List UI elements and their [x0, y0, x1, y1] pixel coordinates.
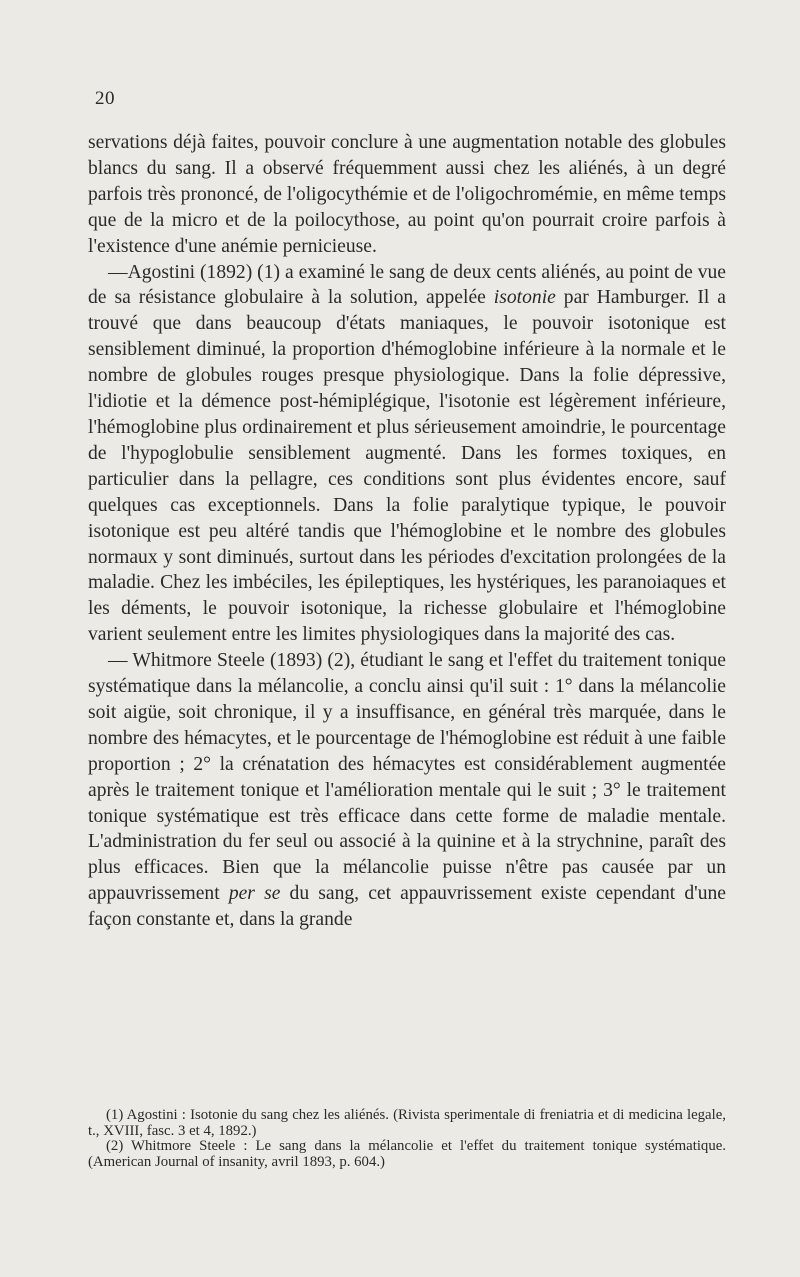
footnote-1: (1) Agostini : Isotonie du sang chez les aliénés. (Rivista sperimentale di freniatria et di medicina legale, t., XVIII, fasc. 3 et 4, 1892.): [88, 1107, 726, 1139]
footnotes: [88, 1108, 726, 1170]
paragraph-steele-part-1: — Whitmore Steele (1893) (2), étudiant le sang et l'effet du traitement tonique systématique dans la mélancolie, a conclu ainsi qu'il suit : 1° dans la mélancolie soit aigüe, soit chronique, il y a insuffisance, en général très marquée, dans le nombre des hémacytes, et le pourcentage de l'hémoglobine est réduit à une faible proportion ; 2° la crénatation des hémacytes est considérablement augmentée après le traitement tonique et l'amélioration mentale qui le suit ; 3° le traitement tonique systématique est très efficace dans cette forme de maladie mentale. L'administration du fer seul ou associé à la quinine et à la strychnine, paraît des plus efficaces. Bien que la mélancolie puisse n'être pas causée par un appauvrissement: [88, 650, 726, 905]
paragraph-continuation: servations déjà faites, pouvoir conclure à une augmentation notable des globules blancs du sang. Il a observé fréquemment aussi chez les aliénés, à un degré parfois très prononcé, de l'oligocythémie et de l'oligochromémie, en même temps que de la micro et de la poilocythose, au point qu'on pourrait croire parfois à l'existence d'une anémie pernicieuse.: [88, 132, 726, 257]
paragraph-agostini-part-2: par Hamburger. Il a trouvé que dans beaucoup d'états maniaques, le pouvoir isotonique est sensiblement diminué, la proportion d'hémoglobine inférieure à la normale et le nombre de globules rouges presque physiologique. Dans la folie dépressive, l'idiotie et la démence post-hémiplégique, l'isotonie est légèrement inférieure, l'hémoglobine plus ordinairement et plus sérieusement amoindrie, le pourcentage de l'hypoglobulie sensiblement augmenté. Dans les formes toxiques, en particulier dans la pellagre, ces conditions sont plus évidentes encore, sauf quelques cas exceptionnels. Dans la folie paralytique typique, le pouvoir isotonique est peu altéré tandis que l'hémoglobine et le nombre des globules normaux y sont diminués, surtout dans les périodes d'excitation prolongées de la maladie. Chez les imbéciles, les épileptiques, les hystériques, les paranoiaques et les déments, le pouvoir isotonique, la richesse globulaire et l'hémoglobine varient seulement entre les limites physiologiques dans la majorité des cas.: [88, 287, 727, 646]
term-isotonie: isotonie: [493, 287, 556, 309]
page-number: 20: [95, 88, 115, 109]
paragraph-whitmore-steele: [88, 648, 726, 933]
paragraph-agostini-part-1: —Agostini (1892) (1) a examiné le sang de deux cents aliénés, au point de vue de sa résistance globulaire à la solution, appelée: [88, 261, 726, 309]
footnote-2: (2) Whitmore Steele : Le sang dans la mélancolie et l'effet du traitement tonique systématique. (American Journal of insanity, avril 1893, p. 604.): [88, 1138, 726, 1170]
paragraph-agostini: [88, 260, 726, 649]
term-per-se: per se: [228, 883, 281, 905]
paragraph-steele-part-2: du sang, cet appauvrissement existe cependant d'une façon constante et, dans la grande: [88, 883, 726, 931]
body-text: [88, 130, 726, 933]
